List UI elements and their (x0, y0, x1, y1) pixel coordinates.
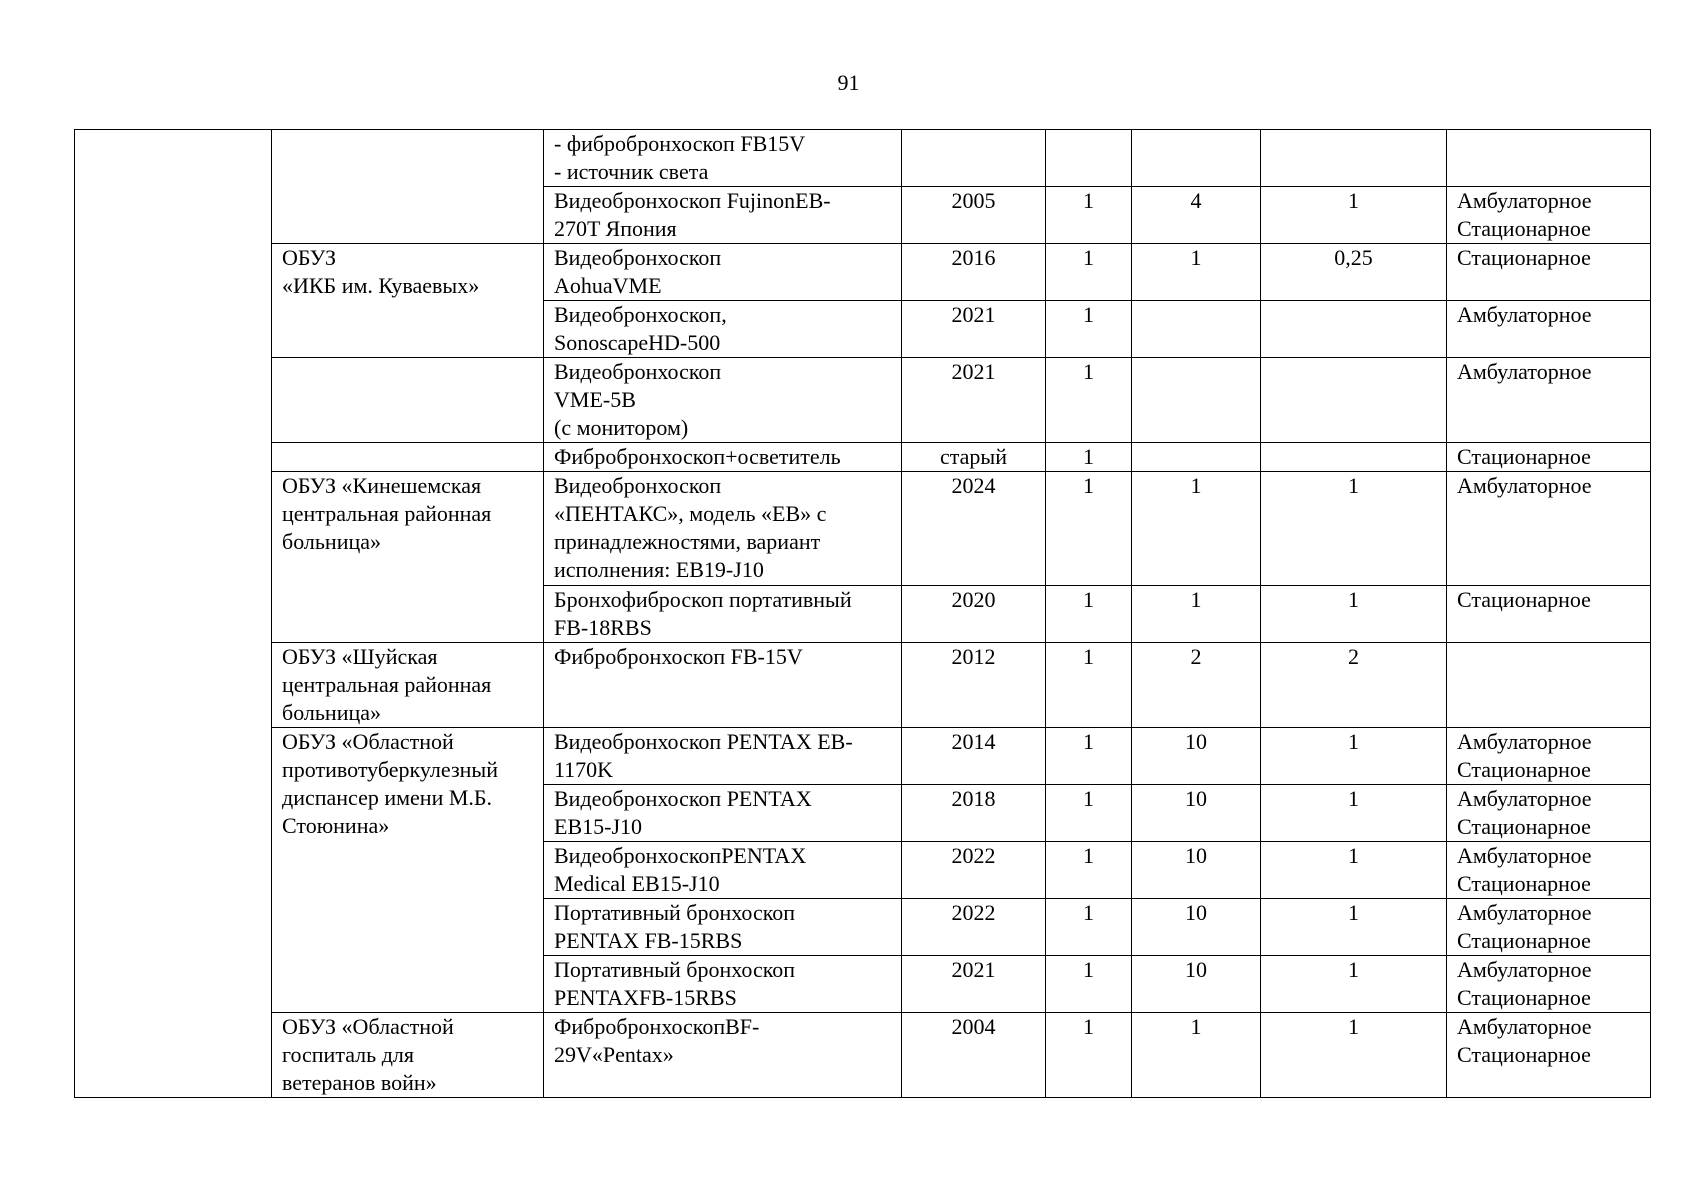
device-cell: Портативный бронхоскоп PENTAXFB-15RBS (544, 956, 902, 1013)
mode-cell: Амбулаторное Стационарное (1447, 956, 1651, 1013)
year-cell: 2021 (902, 301, 1046, 358)
year-cell: 2012 (902, 643, 1046, 728)
mode-cell: Амбулаторное Стационарное (1447, 842, 1651, 899)
col6-cell: 1 (1261, 899, 1447, 956)
table-row (75, 472, 1651, 586)
col5-cell (1132, 358, 1261, 443)
col5-cell: 1 (1132, 1013, 1261, 1098)
year-cell: 2016 (902, 244, 1046, 301)
mode-cell: Амбулаторное Стационарное (1447, 899, 1651, 956)
device-cell: Фибробронхоскоп+осветитель (544, 443, 902, 472)
col6-cell (1261, 358, 1447, 443)
count-cell: 1 (1046, 899, 1132, 956)
device-cell: Портативный бронхоскоп PENTAX FB-15RBS (544, 899, 902, 956)
year-cell: 2014 (902, 728, 1046, 785)
mode-cell: Амбулаторное (1447, 301, 1651, 358)
col5-cell: 10 (1132, 899, 1261, 956)
col6-cell: 1 (1261, 586, 1447, 643)
organization-cell: ОБУЗ «ИКБ им. Куваевых» (272, 244, 544, 358)
col5-cell (1132, 301, 1261, 358)
mode-cell (1447, 130, 1651, 187)
col6-cell (1261, 443, 1447, 472)
organization-cell: ОБУЗ «Областной госпиталь для ветеранов войн» (272, 1013, 544, 1098)
count-cell: 1 (1046, 443, 1132, 472)
count-cell: 1 (1046, 472, 1132, 586)
table-row (75, 1013, 1651, 1098)
mode-cell: Амбулаторное Стационарное (1447, 187, 1651, 244)
count-cell: 1 (1046, 301, 1132, 358)
mode-cell (1447, 643, 1651, 728)
col5-cell: 4 (1132, 187, 1261, 244)
col6-cell (1261, 301, 1447, 358)
mode-cell: Амбулаторное Стационарное (1447, 785, 1651, 842)
col5-cell: 10 (1132, 956, 1261, 1013)
mode-cell: Амбулаторное (1447, 358, 1651, 443)
equipment-table (74, 129, 1651, 1098)
year-cell (902, 130, 1046, 187)
table-row (75, 358, 1651, 443)
organization-cell (272, 130, 544, 244)
table-row (75, 643, 1651, 728)
count-cell: 1 (1046, 1013, 1132, 1098)
count-cell (1046, 130, 1132, 187)
col6-cell: 0,25 (1261, 244, 1447, 301)
col6-cell: 1 (1261, 956, 1447, 1013)
year-cell: 2024 (902, 472, 1046, 586)
year-cell: 2020 (902, 586, 1046, 643)
year-cell: 2022 (902, 842, 1046, 899)
year-cell: 2018 (902, 785, 1046, 842)
mode-cell: Амбулаторное Стационарное (1447, 1013, 1651, 1098)
count-cell: 1 (1046, 785, 1132, 842)
col5-cell: 1 (1132, 472, 1261, 586)
col6-cell: 1 (1261, 785, 1447, 842)
device-cell: ВидеобронхоскопPENTAX Medical EB15-J10 (544, 842, 902, 899)
year-cell: 2004 (902, 1013, 1046, 1098)
col6-cell: 1 (1261, 1013, 1447, 1098)
count-cell: 1 (1046, 586, 1132, 643)
col5-cell (1132, 443, 1261, 472)
year-cell: 2005 (902, 187, 1046, 244)
col5-cell: 1 (1132, 586, 1261, 643)
col6-cell: 2 (1261, 643, 1447, 728)
table-row (75, 443, 1651, 472)
year-cell: 2022 (902, 899, 1046, 956)
col6-cell: 1 (1261, 842, 1447, 899)
col5-cell: 2 (1132, 643, 1261, 728)
count-cell: 1 (1046, 244, 1132, 301)
organization-cell: ОБУЗ «Кинешемская центральная районная больница» (272, 472, 544, 643)
device-cell: ФибробронхоскопBF- 29V«Pentax» (544, 1013, 902, 1098)
page-number: 91 (837, 70, 860, 95)
organization-cell: ОБУЗ «Шуйская центральная районная больница» (272, 643, 544, 728)
year-cell: старый (902, 443, 1046, 472)
device-cell: Фибробронхоскоп FB-15V (544, 643, 902, 728)
device-cell: Видеобронхоскоп, SonoscapeHD-500 (544, 301, 902, 358)
device-cell: Бронхофиброскоп портативный FB-18RBS (544, 586, 902, 643)
device-cell: Видеобронхоскоп AohuaVME (544, 244, 902, 301)
col6-cell: 1 (1261, 187, 1447, 244)
table-row (75, 130, 1651, 187)
col5-cell: 10 (1132, 785, 1261, 842)
table-row (75, 244, 1651, 301)
mode-cell: Стационарное (1447, 586, 1651, 643)
count-cell: 1 (1046, 956, 1132, 1013)
col6-cell (1261, 130, 1447, 187)
col5-cell (1132, 130, 1261, 187)
device-cell: Видеобронхоскоп VME-5B (с монитором) (544, 358, 902, 443)
col6-cell: 1 (1261, 472, 1447, 586)
col5-cell: 1 (1132, 244, 1261, 301)
mode-cell: Стационарное (1447, 244, 1651, 301)
year-cell: 2021 (902, 956, 1046, 1013)
count-cell: 1 (1046, 187, 1132, 244)
col5-cell: 10 (1132, 842, 1261, 899)
table-row (75, 728, 1651, 785)
col5-cell: 10 (1132, 728, 1261, 785)
region-cell (75, 130, 272, 1098)
count-cell: 1 (1046, 358, 1132, 443)
device-cell: - фибробронхоскоп FB15V - источник света (544, 130, 902, 187)
col6-cell: 1 (1261, 728, 1447, 785)
device-cell: Видеобронхоскоп «ПЕНТАКС», модель «EB» с принадлежностями, вариант исполнения: EB19-J10 (544, 472, 902, 586)
mode-cell: Амбулаторное (1447, 472, 1651, 586)
organization-cell (272, 443, 544, 472)
device-cell: Видеобронхоскоп PENTAX EB15-J10 (544, 785, 902, 842)
mode-cell: Амбулаторное Стационарное (1447, 728, 1651, 785)
device-cell: Видеобронхоскоп FujinonEB- 270T Япония (544, 187, 902, 244)
count-cell: 1 (1046, 643, 1132, 728)
year-cell: 2021 (902, 358, 1046, 443)
organization-cell: ОБУЗ «Областной противотуберкулезный диспансер имени М.Б. Стоюнина» (272, 728, 544, 1013)
count-cell: 1 (1046, 842, 1132, 899)
organization-cell (272, 358, 544, 443)
count-cell: 1 (1046, 728, 1132, 785)
device-cell: Видеобронхоскоп PENTAX EB- 1170K (544, 728, 902, 785)
mode-cell: Стационарное (1447, 443, 1651, 472)
